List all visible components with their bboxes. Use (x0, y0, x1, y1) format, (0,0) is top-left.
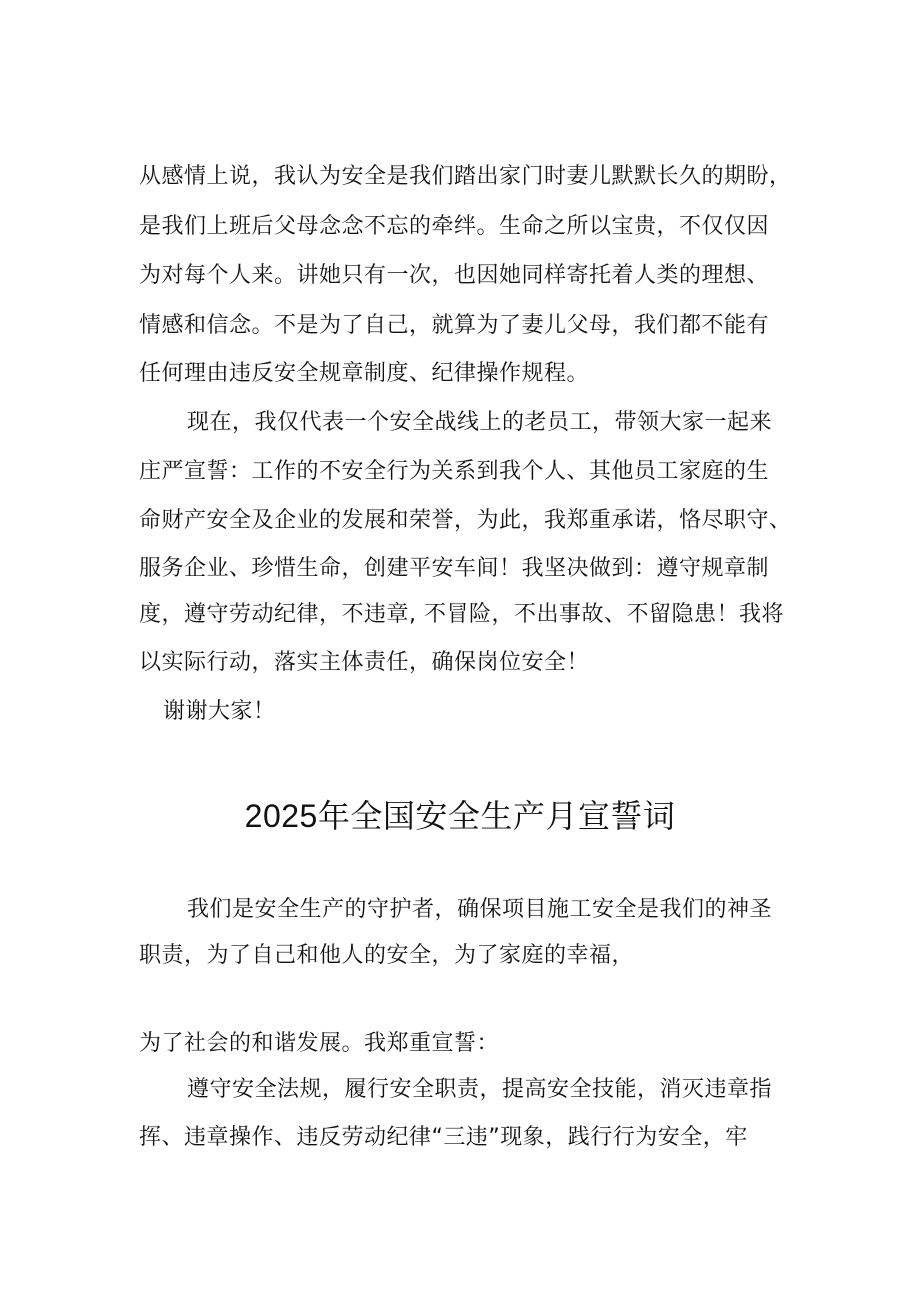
text-line: 任何理由违反安全规章制度、纪律操作规程。 (139, 361, 590, 386)
text-line: 以实际行动，落实主体责任，确保岗位安全！ (139, 650, 590, 675)
text-line: 情感和信念。不是为了自己，就算为了妻儿父母，我们都不能有 (139, 313, 770, 338)
closing-thanks: 谢谢大家！ (163, 699, 276, 724)
text-line: 为对每个人来。讲她只有一次，也因她同样寄托着人类的理想、 (139, 263, 770, 288)
text-line: 为了社会的和谐发展。我郑重宣誓： (139, 1031, 500, 1056)
text-line: 从感情上说，我认为安全是我们踏出家门时妻儿默默长久的期盼， (139, 164, 792, 189)
text-line: 是我们上班后父母念念不忘的牵绊。生命之所以宝贵，不仅仅因 (139, 214, 770, 239)
text-line: 命财产安全及企业的发展和荣誉，为此，我郑重承诺，恪尽职守、 (139, 508, 792, 533)
text-line: 遵守安全法规，履行安全职责，提高安全技能，消灭违章指 (187, 1077, 773, 1102)
text-line: 我们是安全生产的守护者，确保项目施工安全是我们的神圣 (187, 897, 773, 922)
text-line: 挥、违章操作、违反劳动纪律“三违”现象，践行行为安全，牢 (139, 1125, 748, 1150)
text-line: 度，遵守劳动纪律，不违章, 不冒险，不出事故、不留隐患！我将 (139, 602, 784, 627)
text-line: 服务企业、珍惜生命，创建平安车间！我坚决做到：遵守规章制 (139, 556, 770, 581)
text-line: 现在，我仅代表一个安全战线上的老员工，带领大家一起来 (187, 410, 773, 435)
text-line: 庄严宣誓：工作的不安全行为关系到我个人、其他员工家庭的生 (139, 459, 770, 484)
section-title: 2025年全国安全生产月宣誓词 (244, 798, 676, 834)
text-line: 职责，为了自己和他人的安全，为了家庭的幸福， (139, 943, 635, 968)
